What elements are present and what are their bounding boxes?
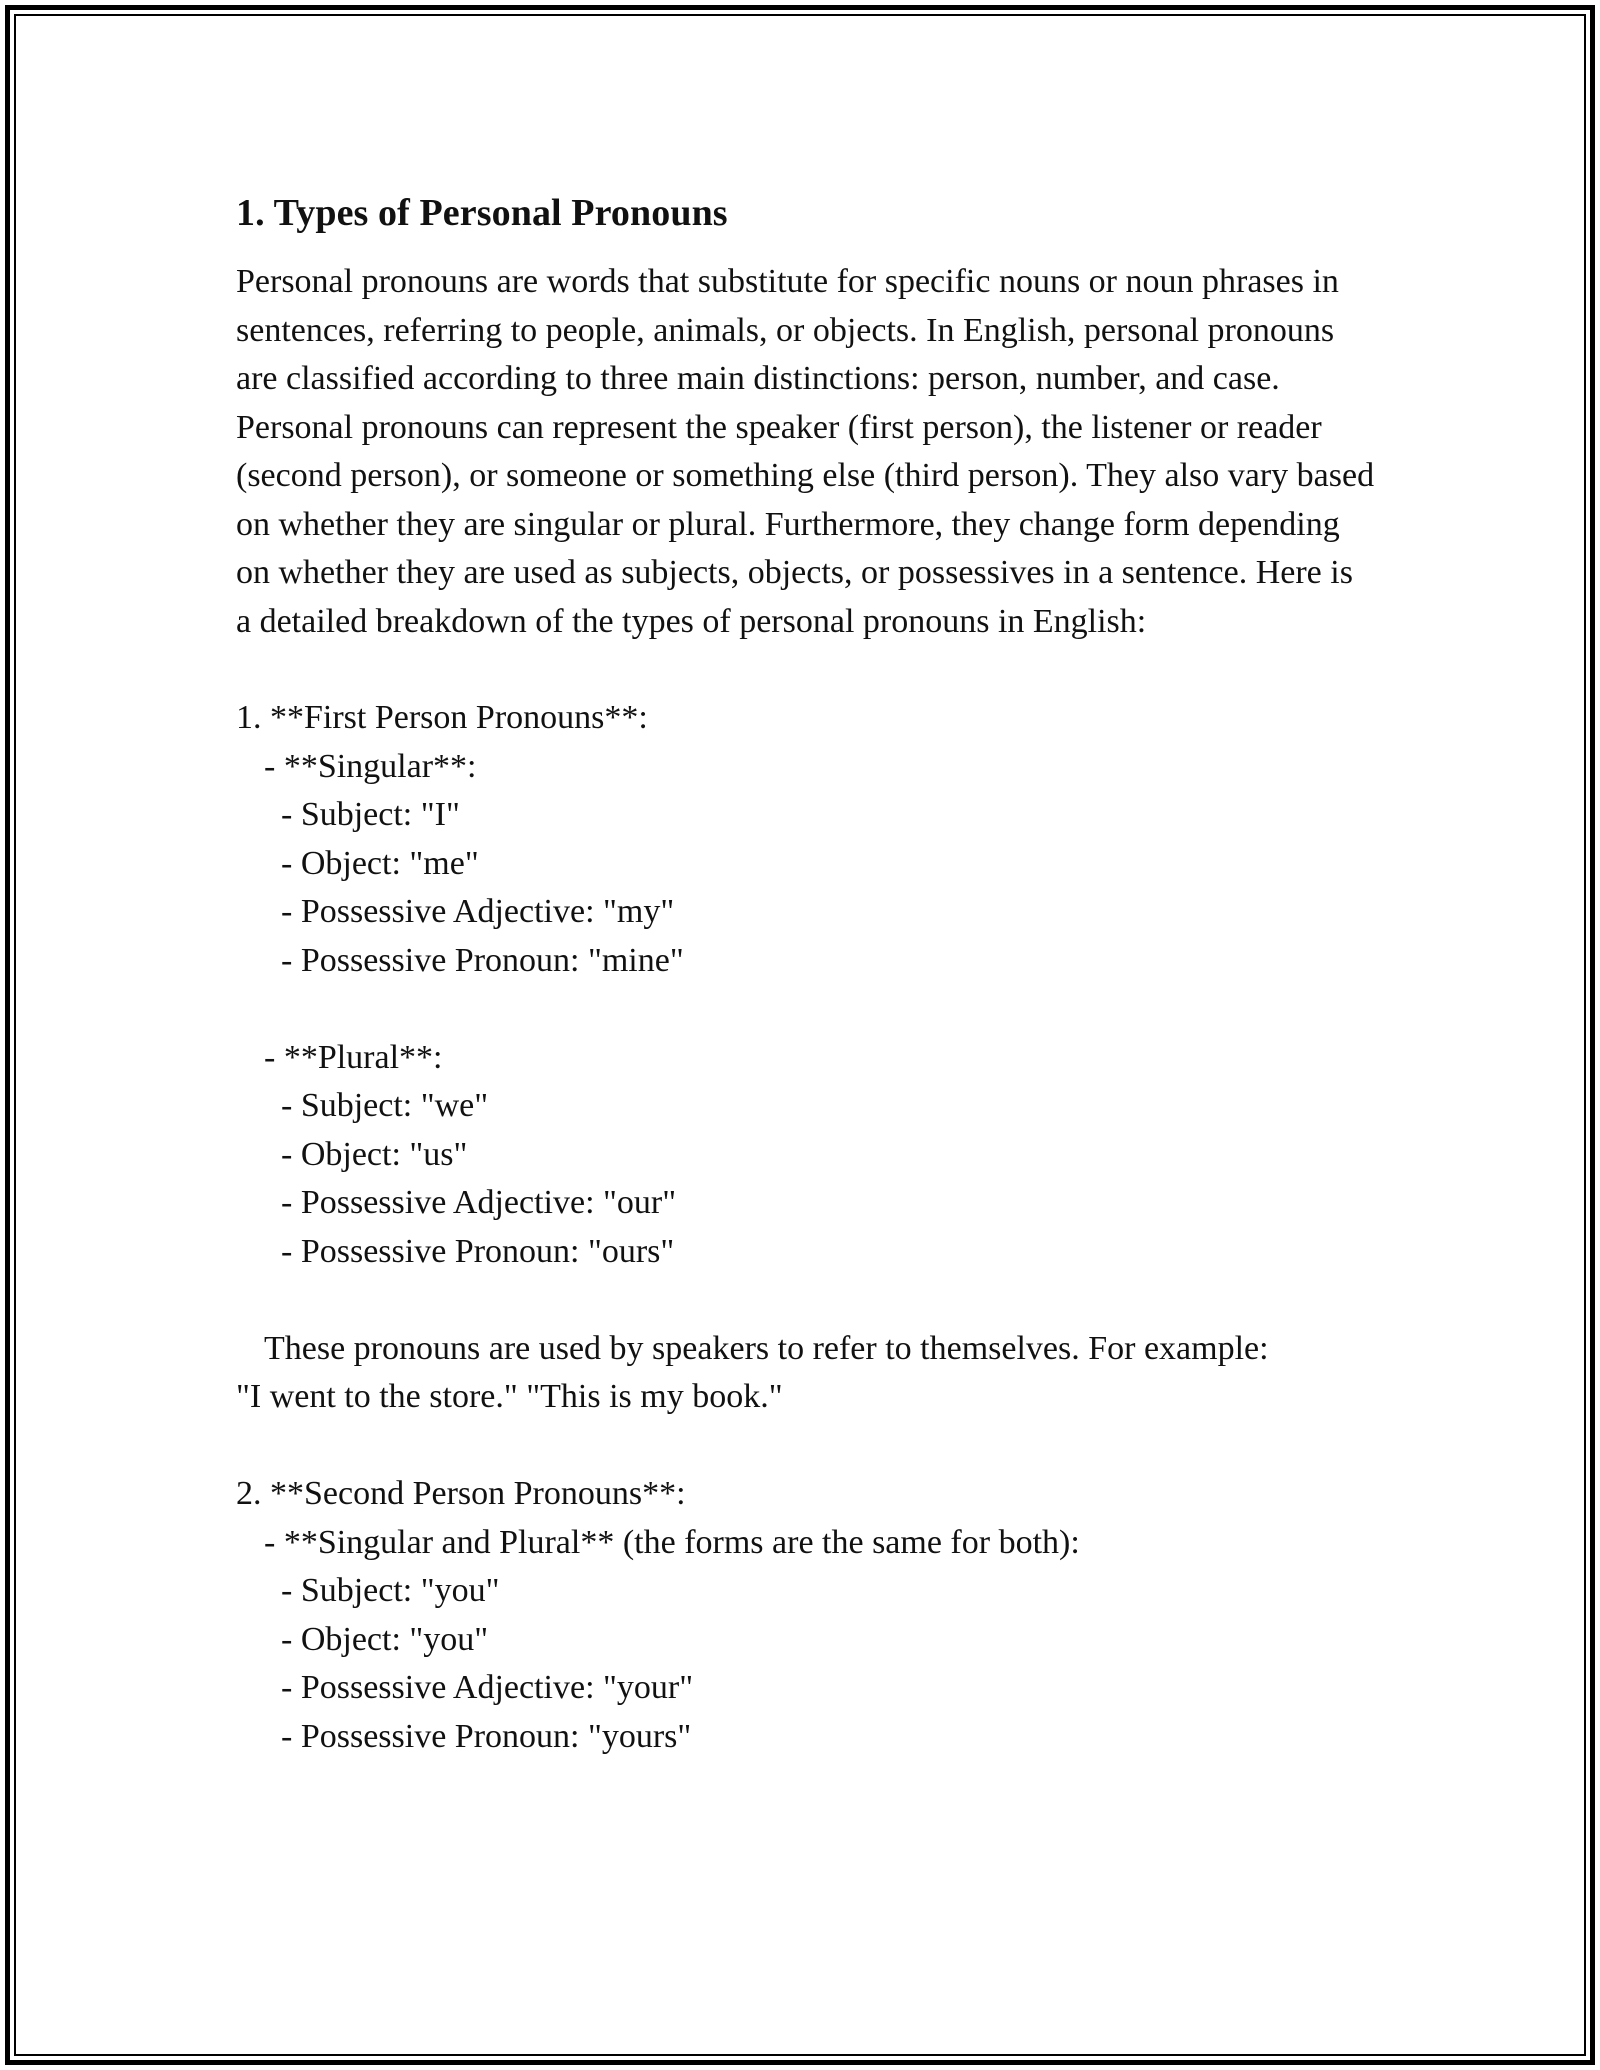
first-person-singular-label: - **Singular**: bbox=[264, 747, 477, 785]
list-item: - Object: "us" bbox=[281, 1135, 468, 1173]
document-content bbox=[236, 184, 1376, 1761]
list-item: - Possessive Pronoun: "mine" bbox=[281, 941, 684, 979]
list-item: - Possessive Pronoun: "ours" bbox=[281, 1232, 675, 1270]
list-item: - Possessive Adjective: "your" bbox=[281, 1669, 694, 1706]
first-person-plural-label: - **Plural**: bbox=[264, 1038, 443, 1076]
first-person-title: 1. **First Person Pronouns**: bbox=[236, 699, 648, 736]
list-item: - Subject: "I" bbox=[281, 796, 460, 833]
intro-paragraph: Personal pronouns are words that substitute for specific nouns or noun phrases in sentences, referring to people, animals, or objects. In English, personal pronouns are classified according to three main distinctions: person, number, and case. Personal pronouns can represent the speaker (first person), the listener or reader (second person), or someone or something else (third person). They also vary based on whether they are singular or plural. Furthermore, they change form depending on whether they are used as subjects, objects, or possessives in a sentence. Here is a detailed breakdown of the types of personal pronouns in English: bbox=[236, 263, 1375, 640]
first-person-example-line-2: "I went to the store." "This is my book." bbox=[236, 1378, 783, 1415]
list-item: - Object: "me" bbox=[281, 844, 479, 882]
list-item: - Possessive Adjective: "my" bbox=[281, 893, 675, 930]
pronoun-list bbox=[236, 694, 1376, 1761]
spacer bbox=[236, 985, 1376, 1034]
section-heading: 1. Types of Personal Pronouns bbox=[236, 192, 728, 234]
list-item: - Subject: "you" bbox=[281, 1572, 500, 1609]
spacer bbox=[236, 1422, 1376, 1471]
first-person-example-line-1: These pronouns are used by speakers to refer to themselves. For example: bbox=[264, 1329, 1269, 1367]
second-person-title: 2. **Second Person Pronouns**: bbox=[236, 1475, 686, 1512]
list-item: - Subject: "we" bbox=[281, 1087, 489, 1124]
spacer bbox=[236, 1276, 1376, 1325]
list-item: - Object: "you" bbox=[281, 1620, 489, 1658]
second-person-label: - **Singular and Plural** (the forms are the same for both): bbox=[264, 1523, 1080, 1561]
list-item: - Possessive Adjective: "our" bbox=[281, 1184, 677, 1221]
list-item: - Possessive Pronoun: "yours" bbox=[281, 1717, 692, 1755]
